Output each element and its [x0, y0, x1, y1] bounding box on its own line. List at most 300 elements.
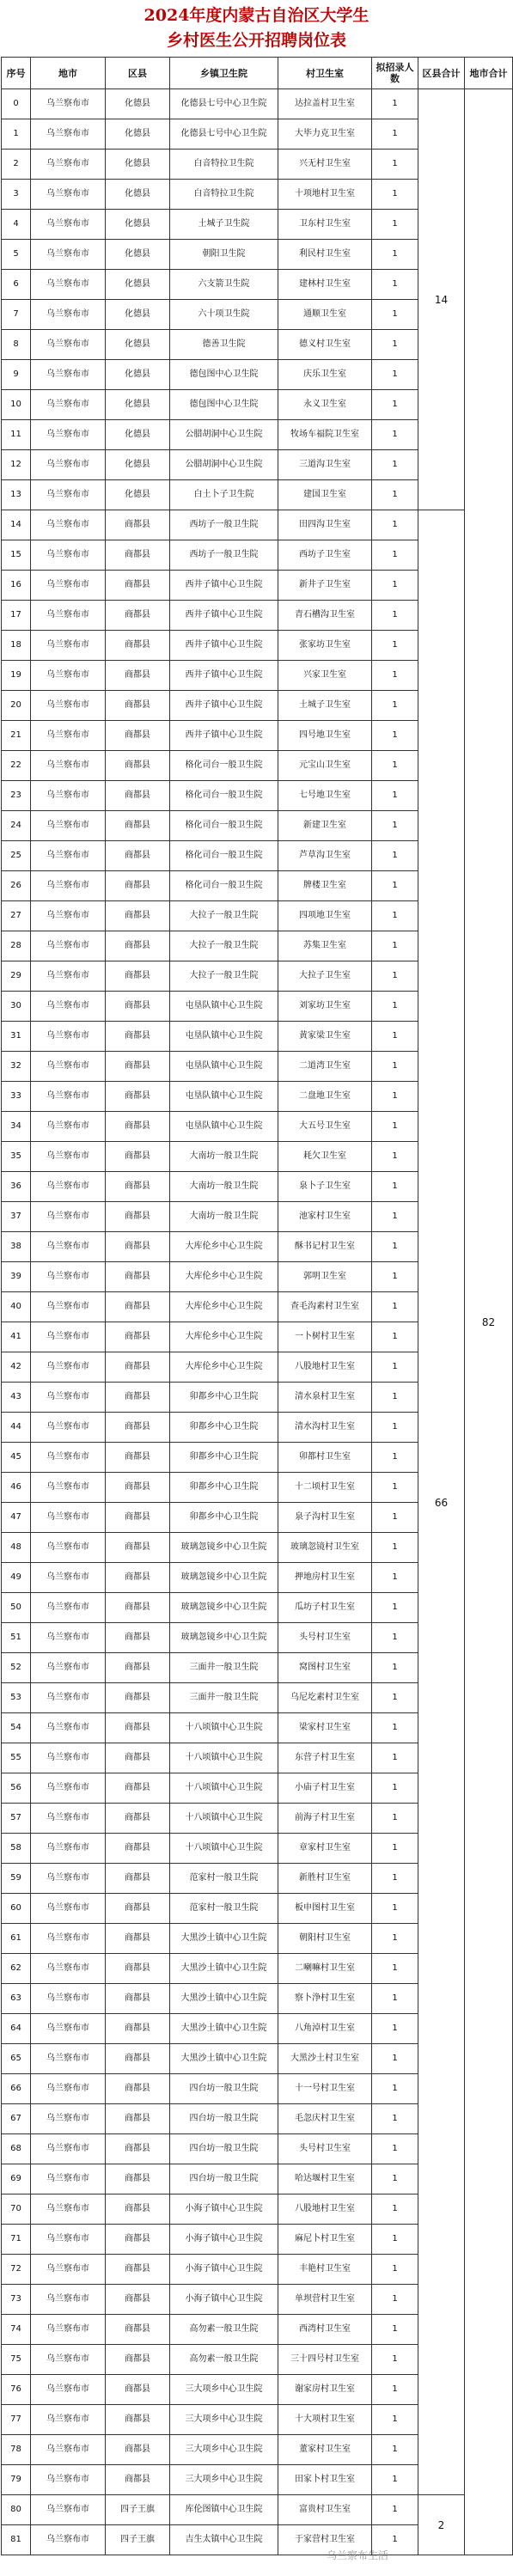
table-cell: 乌兰察布市 [31, 2525, 106, 2555]
table-cell: 商都县 [106, 2315, 170, 2345]
table-cell: 1 [372, 150, 418, 180]
table-cell: 十八顷镇中心卫生院 [170, 1804, 278, 1834]
table-cell: 小庙子村卫生室 [278, 1773, 372, 1804]
table-cell: 21 [2, 721, 31, 751]
table-cell: 1 [372, 1232, 418, 1262]
table-cell: 屯垦队镇中心卫生院 [170, 1112, 278, 1142]
title-line-1: 2024年度内蒙古自治区大学生 [144, 6, 369, 25]
table-cell: 1 [372, 2405, 418, 2435]
table-cell: 商都县 [106, 2345, 170, 2375]
table-cell: 63 [2, 1984, 31, 2014]
table-cell: 董家村卫生室 [278, 2435, 372, 2465]
page-title [0, 0, 513, 53]
table-cell: 十八顷镇中心卫生院 [170, 1773, 278, 1804]
table-cell: 大拉子一般卫生院 [170, 931, 278, 961]
table-cell: 乌兰察布市 [31, 119, 106, 150]
table-cell: 商都县 [106, 1743, 170, 1773]
table-cell: 乌兰察布市 [31, 1653, 106, 1683]
table-cell: 卯都乡中心卫生院 [170, 1443, 278, 1473]
table-cell: 西井子镇中心卫生院 [170, 661, 278, 691]
table-cell: 德义村卫生室 [278, 330, 372, 360]
table-cell: 乌兰察布市 [31, 360, 106, 390]
table-cell: 大南坊一般卫生院 [170, 1142, 278, 1172]
table-cell: 四项地卫生室 [278, 901, 372, 931]
table-cell: 11 [2, 420, 31, 450]
table-cell: 富贵村卫生室 [278, 2495, 372, 2525]
table-cell: 1 [372, 1924, 418, 1954]
table-cell: 1 [372, 2315, 418, 2345]
table-cell: 商都县 [106, 1593, 170, 1623]
table-cell: 62 [2, 1954, 31, 1984]
table-cell: 化德县 [106, 119, 170, 150]
table-cell: 四号地卫生室 [278, 721, 372, 751]
table-cell: 东营子村卫生室 [278, 1743, 372, 1773]
table-cell: 商都县 [106, 1683, 170, 1713]
table-cell: 格化司台一般卫生院 [170, 751, 278, 781]
table-cell: 商都县 [106, 1503, 170, 1533]
table-cell: 2 [2, 150, 31, 180]
table-cell: 化德县 [106, 330, 170, 360]
table-cell: 苏集卫生室 [278, 931, 372, 961]
table-cell: 乌兰察布市 [31, 661, 106, 691]
table-cell: 公腊胡洞中心卫生院 [170, 450, 278, 480]
table-cell: 四子王旗 [106, 2495, 170, 2525]
table-cell: 75 [2, 2345, 31, 2375]
table-cell: 1 [372, 2345, 418, 2375]
table-cell: 乌兰察布市 [31, 2495, 106, 2525]
table-cell: 乌兰察布市 [31, 2194, 106, 2225]
table-cell: 商都县 [106, 841, 170, 871]
table-cell: 乌兰察布市 [31, 1954, 106, 1984]
table-cell: 乌兰察布市 [31, 450, 106, 480]
table-cell: 1 [372, 1352, 418, 1383]
table-cell: 乌兰察布市 [31, 2405, 106, 2435]
table-cell: 商都县 [106, 2465, 170, 2495]
table-cell: 牌楼卫生室 [278, 871, 372, 901]
table-cell: 商都县 [106, 1232, 170, 1262]
table-cell: 1 [372, 450, 418, 480]
header-row [2, 58, 513, 89]
table-cell: 商都县 [106, 510, 170, 540]
table-cell: 1 [372, 1052, 418, 1082]
table-cell: 商都县 [106, 931, 170, 961]
table-cell: 郭明卫生室 [278, 1262, 372, 1292]
table-cell: 1 [372, 1834, 418, 1864]
table-cell: 池家村卫生室 [278, 1202, 372, 1232]
table-cell: 西井子镇中心卫生院 [170, 601, 278, 631]
table-cell: 乌兰察布市 [31, 1834, 106, 1864]
county-total: 14 [418, 89, 465, 510]
table-cell: 乌兰察布市 [31, 631, 106, 661]
table-cell: 41 [2, 1322, 31, 1352]
table-cell: 商都县 [106, 2104, 170, 2134]
table-cell: 屯垦队镇中心卫生院 [170, 1082, 278, 1112]
table-cell: 大库伦乡中心卫生院 [170, 1292, 278, 1322]
table-cell: 二道湾卫生室 [278, 1052, 372, 1082]
table-cell: 32 [2, 1052, 31, 1082]
table-cell: 大库伦乡中心卫生院 [170, 1322, 278, 1352]
table-cell: 1 [372, 1864, 418, 1894]
table-cell: 商都县 [106, 1022, 170, 1052]
table-cell: 十八顷镇中心卫生院 [170, 1743, 278, 1773]
table-cell: 新井子卫生室 [278, 571, 372, 601]
table-cell: 1 [372, 2465, 418, 2495]
title-line-2: 乡村医生公开招聘岗位表 [166, 31, 346, 50]
table-cell: 商都县 [106, 571, 170, 601]
table-cell: 1 [372, 1623, 418, 1653]
table-cell: 乌兰察布市 [31, 1773, 106, 1804]
table-cell: 乌兰察布市 [31, 180, 106, 210]
table-cell: 1 [372, 270, 418, 300]
table-cell: 1 [372, 2495, 418, 2525]
table-cell: 头号村卫生室 [278, 2134, 372, 2164]
table-cell: 77 [2, 2405, 31, 2435]
table-cell: 1 [372, 119, 418, 150]
table-cell: 乌兰察布市 [31, 601, 106, 631]
table-cell: 格化司台一般卫生院 [170, 841, 278, 871]
table-cell: 1 [372, 510, 418, 540]
table-cell: 乌兰察布市 [31, 2435, 106, 2465]
table-cell: 商都县 [106, 721, 170, 751]
table-cell: 大黑沙土镇中心卫生院 [170, 1954, 278, 1984]
table-cell: 大拉子一般卫生院 [170, 901, 278, 931]
table-cell: 20 [2, 691, 31, 721]
table-cell: 黄家梁卫生室 [278, 1022, 372, 1052]
table-cell: 三大项乡中心卫生院 [170, 2375, 278, 2405]
table-cell: 商都县 [106, 2435, 170, 2465]
table-cell: 64 [2, 2014, 31, 2044]
table-cell: 玻璃忽镜乡中心卫生院 [170, 1563, 278, 1593]
table-cell: 兴无村卫生室 [278, 150, 372, 180]
table-cell: 商都县 [106, 1172, 170, 1202]
table-cell: 玻璃忽镜村卫生室 [278, 1533, 372, 1563]
table-cell: 乌兰察布市 [31, 270, 106, 300]
table-cell: 30 [2, 992, 31, 1022]
table-cell: 大毕力克卫生室 [278, 119, 372, 150]
table-cell: 8 [2, 330, 31, 360]
table-cell: 34 [2, 1112, 31, 1142]
table-cell: 33 [2, 1082, 31, 1112]
table-cell: 八股地村卫生室 [278, 1352, 372, 1383]
table-cell: 商都县 [106, 1864, 170, 1894]
table-cell: 乌兰察布市 [31, 2104, 106, 2134]
table-cell: 乌兰察布市 [31, 871, 106, 901]
table-cell: 乌兰察布市 [31, 510, 106, 540]
table-cell: 74 [2, 2315, 31, 2345]
table-cell: 1 [372, 300, 418, 330]
table-cell: 乌兰察布市 [31, 1924, 106, 1954]
table-cell: 1 [372, 2104, 418, 2134]
table-cell: 化德县 [106, 210, 170, 240]
table-cell: 格化司台一般卫生院 [170, 871, 278, 901]
table-cell: 1 [372, 751, 418, 781]
table-cell: 61 [2, 1924, 31, 1954]
table-cell: 商都县 [106, 1533, 170, 1563]
table-cell: 七号地卫生室 [278, 781, 372, 811]
table-cell: 六十项卫生院 [170, 300, 278, 330]
table-cell: 乌兰察布市 [31, 210, 106, 240]
table-cell: 前海子村卫生室 [278, 1804, 372, 1834]
table-cell: 17 [2, 601, 31, 631]
table-cell: 乌兰察布市 [31, 480, 106, 510]
table-cell: 乌兰察布市 [31, 1232, 106, 1262]
city-total: 82 [465, 89, 513, 2555]
table-cell: 53 [2, 1683, 31, 1713]
county-total: 2 [418, 2495, 465, 2555]
table-cell: 1 [372, 1683, 418, 1713]
table-cell: 商都县 [106, 2375, 170, 2405]
table-cell: 19 [2, 661, 31, 691]
table-cell: 四台坊一般卫生院 [170, 2074, 278, 2104]
table-cell: 15 [2, 540, 31, 571]
table-cell: 1 [372, 2285, 418, 2315]
table-cell: 四台坊一般卫生院 [170, 2134, 278, 2164]
table-cell: 窝图村卫生室 [278, 1653, 372, 1683]
table-cell: 大库伦乡中心卫生院 [170, 1262, 278, 1292]
table-cell: 48 [2, 1533, 31, 1563]
table-cell: 31 [2, 1022, 31, 1052]
table-cell: 三面井一般卫生院 [170, 1653, 278, 1683]
table-cell: 乌兰察布市 [31, 1473, 106, 1503]
table-cell: 泉子沟村卫生室 [278, 1503, 372, 1533]
table-cell: 化德县 [106, 390, 170, 420]
table-cell: 玻璃忽镜乡中心卫生院 [170, 1533, 278, 1563]
table-cell: 28 [2, 931, 31, 961]
table-cell: 40 [2, 1292, 31, 1322]
county-total: 66 [418, 510, 465, 2495]
table-cell: 乌兰察布市 [31, 571, 106, 601]
table-cell: 56 [2, 1773, 31, 1804]
table-cell: 乌兰察布市 [31, 1262, 106, 1292]
table-cell: 十大项村卫生室 [278, 2405, 372, 2435]
table-cell: 乌兰察布市 [31, 330, 106, 360]
table-cell: 田家卜村卫生室 [278, 2465, 372, 2495]
table-cell: 谢家房村卫生室 [278, 2375, 372, 2405]
table-cell: 1 [372, 1713, 418, 1743]
table-cell: 1 [372, 1383, 418, 1413]
table-cell: 1 [372, 1022, 418, 1052]
table-cell: 瓜坊子村卫生室 [278, 1593, 372, 1623]
table-cell: 乌兰察布市 [31, 1503, 106, 1533]
table-cell: 大黑沙土镇中心卫生院 [170, 1924, 278, 1954]
table-cell: 建国卫生室 [278, 480, 372, 510]
table-cell: 卯都乡中心卫生院 [170, 1503, 278, 1533]
table-cell: 乌兰察布市 [31, 1683, 106, 1713]
table-cell: 18 [2, 631, 31, 661]
table-cell: 乌兰察布市 [31, 931, 106, 961]
table-cell: 乌兰察布市 [31, 2134, 106, 2164]
table-cell: 西井子镇中心卫生院 [170, 721, 278, 751]
table-cell: 商都县 [106, 901, 170, 931]
table-cell: 乌兰察布市 [31, 1142, 106, 1172]
table-cell: 1 [372, 2435, 418, 2465]
table-cell: 4 [2, 210, 31, 240]
table-cell: 三面井一般卫生院 [170, 1683, 278, 1713]
table-cell: 1 [2, 119, 31, 150]
table-cell: 清水沟村卫生室 [278, 1413, 372, 1443]
header-cell: 拟招录人数 [372, 58, 418, 89]
table-cell: 酥书记村卫生室 [278, 1232, 372, 1262]
table-cell: 乌兰察布市 [31, 751, 106, 781]
table-cell: 西坊子卫生室 [278, 540, 372, 571]
table-cell: 兴家卫生室 [278, 661, 372, 691]
table-cell: 商都县 [106, 661, 170, 691]
table-cell: 乌兰察布市 [31, 1864, 106, 1894]
table-cell: 72 [2, 2255, 31, 2285]
table-cell: 1 [372, 1202, 418, 1232]
table-cell: 格化司台一般卫生院 [170, 781, 278, 811]
table-cell: 1 [372, 1653, 418, 1683]
table-cell: 八角淖村卫生室 [278, 2014, 372, 2044]
table-cell: 1 [372, 360, 418, 390]
table-cell: 商都县 [106, 811, 170, 841]
table-cell: 乌兰察布市 [31, 150, 106, 180]
table-cell: 68 [2, 2134, 31, 2164]
table-cell: 乌兰察布市 [31, 420, 106, 450]
table-cell: 商都县 [106, 1202, 170, 1232]
table-cell: 二喇嘛村卫生室 [278, 1954, 372, 1984]
table-cell: 三大项乡中心卫生院 [170, 2465, 278, 2495]
table-cell: 12 [2, 450, 31, 480]
table-cell: 卯都乡中心卫生院 [170, 1383, 278, 1413]
table-cell: 小海子镇中心卫生院 [170, 2255, 278, 2285]
table-cell: 1 [372, 1112, 418, 1142]
table-cell: 73 [2, 2285, 31, 2315]
table-cell: 60 [2, 1894, 31, 1924]
table-cell: 1 [372, 871, 418, 901]
table-cell: 1 [372, 2375, 418, 2405]
table-cell: 36 [2, 1172, 31, 1202]
table-cell: 乌兰察布市 [31, 2225, 106, 2255]
table-cell: 土城子卫生院 [170, 210, 278, 240]
table-cell: 大黑沙土镇中心卫生院 [170, 1984, 278, 2014]
table-cell: 16 [2, 571, 31, 601]
table-cell: 1 [372, 1954, 418, 1984]
table-cell: 42 [2, 1352, 31, 1383]
table-cell: 牧场车福院卫生室 [278, 420, 372, 450]
table-cell: 四台坊一般卫生院 [170, 2104, 278, 2134]
table-cell: 1 [372, 2225, 418, 2255]
table-cell: 乌兰察布市 [31, 89, 106, 119]
table-cell: 十八顷镇中心卫生院 [170, 1834, 278, 1864]
table-cell: 乌兰察布市 [31, 1322, 106, 1352]
table-cell: 商都县 [106, 1413, 170, 1443]
table-cell: 耗欠卫生室 [278, 1142, 372, 1172]
table-cell: 商都县 [106, 2405, 170, 2435]
table-cell: 屯垦队镇中心卫生院 [170, 1022, 278, 1052]
table-cell: 西井子镇中心卫生院 [170, 691, 278, 721]
table-cell: 大黑沙土村卫生室 [278, 2044, 372, 2074]
table-cell: 商都县 [106, 1713, 170, 1743]
table-cell: 刘家坊卫生室 [278, 992, 372, 1022]
table-cell: 单坝营村卫生室 [278, 2285, 372, 2315]
table-cell: 乌兰察布市 [31, 1593, 106, 1623]
table-cell: 田四沟卫生室 [278, 510, 372, 540]
table-body [2, 89, 513, 2555]
table-cell: 商都县 [106, 871, 170, 901]
table-cell: 1 [372, 330, 418, 360]
table-cell: 76 [2, 2375, 31, 2405]
table-cell: 1 [372, 811, 418, 841]
table-cell: 芦草沟卫生室 [278, 841, 372, 871]
table-cell: 乌兰察布市 [31, 1172, 106, 1202]
table-cell: 29 [2, 961, 31, 992]
table-cell: 51 [2, 1623, 31, 1653]
table-cell: 52 [2, 1653, 31, 1683]
table-cell: 商都县 [106, 1292, 170, 1322]
table-cell: 朝阳村卫生室 [278, 1924, 372, 1954]
table-cell: 商都县 [106, 1954, 170, 1984]
table-cell: 卯都村卫生室 [278, 1443, 372, 1473]
table-cell: 十八顷镇中心卫生院 [170, 1713, 278, 1743]
table-cell: 新建卫生室 [278, 811, 372, 841]
table-cell: 81 [2, 2525, 31, 2555]
table-cell: 梁家村卫生室 [278, 1713, 372, 1743]
table-cell: 乌兰察布市 [31, 901, 106, 931]
table-cell: 78 [2, 2435, 31, 2465]
table-cell: 乌兰察布市 [31, 691, 106, 721]
table-cell: 商都县 [106, 601, 170, 631]
table-cell: 1 [372, 992, 418, 1022]
table-cell: 乌兰察布市 [31, 1052, 106, 1082]
table-cell: 庆乐卫生室 [278, 360, 372, 390]
table-cell: 商都县 [106, 1383, 170, 1413]
table-cell: 1 [372, 2074, 418, 2104]
table-cell: 德善卫生院 [170, 330, 278, 360]
table-cell: 朝阳卫生院 [170, 240, 278, 270]
table-cell: 5 [2, 240, 31, 270]
table-cell: 1 [372, 2044, 418, 2074]
table-row [2, 510, 513, 540]
table-cell: 1 [372, 1743, 418, 1773]
table-row [2, 89, 513, 119]
table-cell: 西坊子一般卫生院 [170, 510, 278, 540]
table-cell: 范家村一般卫生院 [170, 1894, 278, 1924]
table-cell: 卯都乡中心卫生院 [170, 1473, 278, 1503]
table-cell: 45 [2, 1443, 31, 1473]
table-cell: 1 [372, 2255, 418, 2285]
table-cell: 丰艳村卫生室 [278, 2255, 372, 2285]
table-cell: 商都县 [106, 1773, 170, 1804]
table-cell: 张家坊卫生室 [278, 631, 372, 661]
table-cell: 大五号卫生室 [278, 1112, 372, 1142]
table-cell: 1 [372, 901, 418, 931]
table-cell: 乌兰察布市 [31, 2285, 106, 2315]
table-cell: 1 [372, 2525, 418, 2555]
table-cell: 1 [372, 931, 418, 961]
table-cell: 1 [372, 1322, 418, 1352]
table-cell: 化德县 [106, 150, 170, 180]
table-cell: 乌兰察布市 [31, 2465, 106, 2495]
table-cell: 71 [2, 2225, 31, 2255]
table-cell: 79 [2, 2465, 31, 2495]
table-cell: 商都县 [106, 1352, 170, 1383]
table-cell: 板申图村卫生室 [278, 1894, 372, 1924]
table-cell: 1 [372, 661, 418, 691]
table-cell: 1 [372, 631, 418, 661]
table-cell: 于家营村卫生室 [278, 2525, 372, 2555]
table-cell: 化德县 [106, 480, 170, 510]
table-cell: 青石槽沟卫生室 [278, 601, 372, 631]
table-cell: 22 [2, 751, 31, 781]
table-cell: 乌兰察布市 [31, 2345, 106, 2375]
header-cell: 区县合计 [418, 58, 465, 89]
table-cell: 商都县 [106, 2164, 170, 2194]
table-cell: 10 [2, 390, 31, 420]
table-cell: 1 [372, 571, 418, 601]
table-cell: 39 [2, 1262, 31, 1292]
table-cell: 大拉子一般卫生院 [170, 961, 278, 992]
